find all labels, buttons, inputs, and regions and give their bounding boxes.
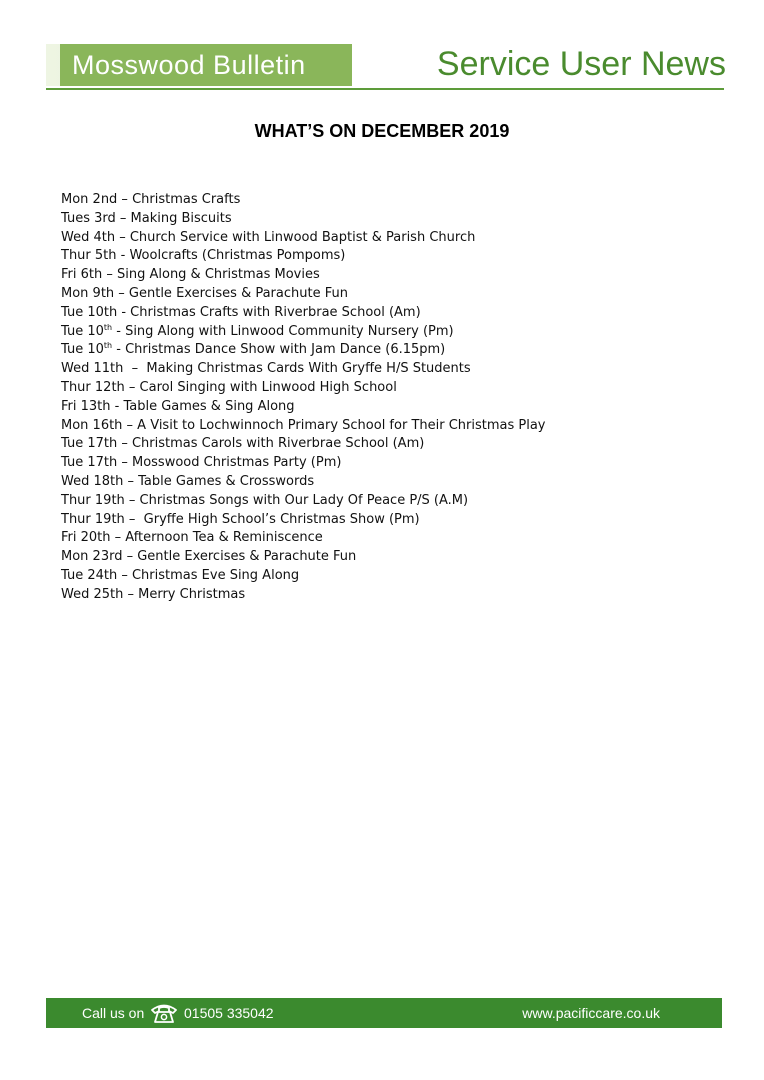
events-list — [61, 191, 721, 605]
event-item: Wed 11th – Making Christmas Cards With Gryffe H/S Students — [61, 361, 471, 377]
section-title: Service User News — [436, 45, 726, 83]
event-item: Thur 5th - Woolcrafts (Christmas Pompoms) — [61, 248, 346, 264]
telephone-icon — [150, 1002, 178, 1024]
website-link[interactable]: www.pacificcare.co.uk — [522, 1005, 660, 1021]
event-item — [61, 341, 721, 360]
page-header — [0, 0, 764, 100]
event-item: Thur 19th – Christmas Songs with Our Lady Of Peace P/S (A.M) — [61, 492, 469, 508]
event-item: Wed 4th – Church Service with Linwood Baptist & Parish Church — [61, 229, 476, 245]
event-item: Tues 3rd – Making Biscuits — [61, 210, 232, 226]
event-text: - Sing Along with Linwood Community Nursery (Pm) — [112, 323, 454, 339]
page-footer — [46, 998, 722, 1028]
event-text: - Christmas Dance Show with Jam Dance (6.15pm) — [112, 342, 446, 358]
event-item: Tue 10th - Christmas Crafts with Riverbrae School (Am) — [61, 304, 421, 320]
call-label: Call us on — [82, 1005, 145, 1021]
event-item: Mon 16th – A Visit to Lochwinnoch Primary School for Their Christmas Play — [61, 417, 546, 433]
ordinal-suffix: th — [103, 322, 113, 332]
event-item: Fri 13th - Table Games & Sing Along — [61, 398, 295, 414]
phone-number[interactable]: 01505 335042 — [184, 1005, 274, 1021]
event-item: Tue 17th – Christmas Carols with Riverbrae School (Am) — [61, 436, 425, 452]
bulletin-name: Mosswood Bulletin — [60, 44, 352, 86]
event-item: Fri 6th – Sing Along & Christmas Movies — [61, 267, 320, 283]
event-text: Tue 10 — [61, 323, 104, 339]
event-item: Thur 19th – Gryffe High School’s Christmas Show (Pm) — [61, 511, 420, 527]
event-item: Thur 12th – Carol Singing with Linwood High School — [61, 379, 397, 395]
event-item: Mon 9th – Gentle Exercises & Parachute Fun — [61, 285, 348, 301]
event-item: Wed 18th – Table Games & Crosswords — [61, 473, 315, 489]
header-divider — [46, 88, 724, 90]
event-item: Tue 17th – Mosswood Christmas Party (Pm) — [61, 455, 342, 471]
event-item: Mon 2nd – Christmas Crafts — [61, 192, 241, 207]
event-item — [61, 323, 721, 342]
ordinal-suffix: th — [103, 341, 113, 351]
event-item: Tue 24th – Christmas Eve Sing Along — [61, 567, 300, 583]
event-item: Wed 25th – Merry Christmas — [61, 586, 246, 602]
event-text: Tue 10 — [61, 342, 104, 358]
page-title: WHAT’S ON DECEMBER 2019 — [254, 121, 510, 141]
event-item: Mon 23rd – Gentle Exercises & Parachute Fun — [61, 549, 357, 565]
event-item: Fri 20th – Afternoon Tea & Reminiscence — [61, 530, 323, 546]
